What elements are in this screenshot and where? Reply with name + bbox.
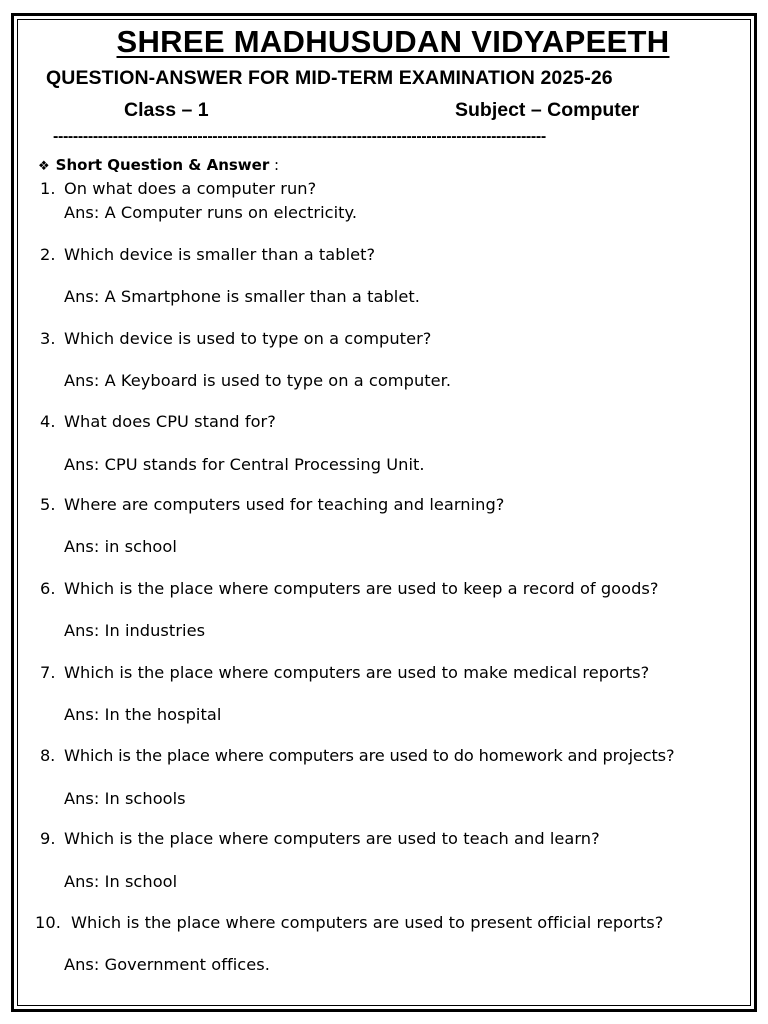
- question-number: 6.: [40, 579, 56, 598]
- answer-2: Ans: A Smartphone is smaller than a tablet.: [64, 287, 420, 306]
- section-heading: [38, 156, 279, 174]
- answer-1: Ans: A Computer runs on electricity.: [64, 203, 358, 222]
- question-number: 9.: [40, 829, 56, 848]
- question-text: Which is the place where computers are used to keep a record of goods?: [64, 579, 659, 598]
- answer-3: Ans: A Keyboard is used to type on a computer.: [64, 371, 452, 390]
- question-3: [40, 329, 431, 348]
- question-number: 3.: [40, 329, 56, 348]
- answer-6: Ans: In industries: [64, 621, 206, 640]
- answer-10: Ans: Government offices.: [64, 955, 270, 974]
- subject-label: Subject – Computer: [455, 99, 640, 121]
- question-text: Which is the place where computers are used to present official reports?: [71, 913, 664, 932]
- question-text: Which device is smaller than a tablet?: [64, 245, 376, 264]
- question-text: On what does a computer run?: [64, 179, 317, 198]
- exam-title: QUESTION-ANSWER FOR MID-TERM EXAMINATION 2025-26: [46, 67, 613, 89]
- question-number: 8.: [40, 746, 56, 765]
- question-number: 10.: [35, 913, 61, 932]
- question-8: [40, 746, 674, 765]
- question-10: [35, 913, 663, 932]
- question-text: Which is the place where computers are used to do homework and projects?: [64, 746, 675, 765]
- question-text: Which device is used to type on a computer?: [64, 329, 432, 348]
- question-number: 5.: [40, 495, 56, 514]
- question-5: [40, 495, 504, 514]
- question-number: 1.: [40, 179, 56, 198]
- question-2: [40, 245, 375, 264]
- section-colon: :: [269, 156, 280, 174]
- answer-5: Ans: in school: [64, 537, 177, 556]
- section-title: Short Question & Answer: [55, 156, 270, 174]
- answer-8: Ans: In schools: [64, 789, 186, 808]
- school-name-text: SHREE MADHUSUDAN VIDYAPEETH: [116, 24, 670, 59]
- question-4: [40, 412, 276, 431]
- answer-7: Ans: In the hospital: [64, 705, 222, 724]
- question-number: 2.: [40, 245, 56, 264]
- question-9: [40, 829, 600, 848]
- question-7: [40, 663, 649, 682]
- question-number: 7.: [40, 663, 56, 682]
- school-name: [0, 24, 768, 60]
- question-1: [40, 179, 316, 198]
- answer-4: Ans: CPU stands for Central Processing Unit.: [64, 455, 425, 474]
- diamond-bullet-icon: ❖: [38, 159, 50, 174]
- dashed-divider: ---------------------------------------------------------------------------------------------------: [53, 128, 546, 145]
- question-number: 4.: [40, 412, 56, 431]
- question-text: Which is the place where computers are used to teach and learn?: [64, 829, 600, 848]
- question-text: Where are computers used for teaching and learning?: [64, 495, 505, 514]
- question-6: [40, 579, 659, 598]
- question-text: Which is the place where computers are used to make medical reports?: [64, 663, 650, 682]
- class-label: Class – 1: [124, 99, 209, 121]
- question-text: What does CPU stand for?: [64, 412, 276, 431]
- answer-9: Ans: In school: [64, 872, 178, 891]
